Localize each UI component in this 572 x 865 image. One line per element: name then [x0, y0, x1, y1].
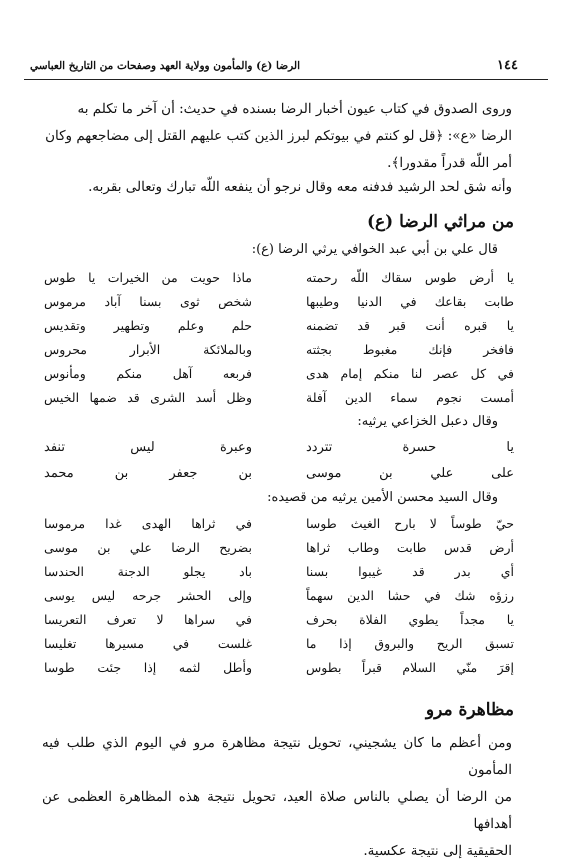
second-hemistich: وظل أسد الشرى قد ضمها الخيس: [44, 390, 252, 405]
verse: [44, 584, 514, 608]
second-hemistich: وبالملائكة الأبرار محروس: [44, 342, 252, 357]
first-hemistich: فافخر فإنك مغبوط بجثته: [306, 342, 514, 357]
verse: [44, 536, 514, 560]
first-hemistich: حيّ طوساً لا بارح الغيث طوسا: [306, 516, 514, 531]
first-hemistich: يا قبره أنت قبر قد تضمنه: [306, 318, 514, 333]
merv-line: الحقيقية إلى نتيجة عكسية.: [363, 843, 512, 859]
first-hemistich: أرض قدس طابت وطاب ثراها: [306, 540, 514, 555]
merv-line: ومن أعظم ما كان يشجيني، تحويل نتيجة مظاهرة مرو في اليوم الذي طلب فيه المأمون: [42, 735, 512, 778]
intro-line: الرضا «ع»: ﴿قل لو كنتم في بيوتكم لبرز الذين كتب عليهم القتل إلى مضاجعهم وكان: [45, 128, 512, 144]
verse: [44, 656, 514, 680]
intro-paragraph: [42, 96, 512, 177]
verse: [44, 608, 514, 632]
second-hemistich: غلست في مسيرها تغليسا: [44, 636, 252, 651]
page-header: [24, 58, 548, 80]
first-hemistich: على علي بن موسى: [306, 466, 514, 481]
second-hemistich: حلم وعلم وتطهير وتقديس: [44, 318, 252, 333]
merv-line: من الرضا أن يصلي بالناس صلاة العيد، تحويل نتيجة هذه المظاهرة العظمى عن أهدافها: [42, 789, 512, 832]
second-hemistich: فربعه آهل منكم ومأنوس: [44, 366, 252, 381]
verse: [44, 462, 514, 488]
verse: [44, 338, 514, 362]
verse: [44, 290, 514, 314]
verse: [44, 266, 514, 290]
verse: [44, 560, 514, 584]
poem-1: [44, 266, 514, 410]
first-hemistich: تسبق الريح والبروق إذا ما: [306, 636, 514, 651]
first-hemistich: أي بدر قد غيبوا بسنا: [306, 564, 514, 579]
section-heading-elegies: من مراثي الرضا (ع): [366, 212, 514, 232]
poem1-intro: قال علي بن أبي عبد الخوافي يرثي الرضا (ع):: [251, 242, 498, 257]
verse: [44, 314, 514, 338]
poem2-intro: وقال دعبل الخزاعي يرثيه:: [357, 414, 498, 429]
running-title: الرضا (ع) والمأمون وولاية العهد وصفحات من التاريخ العباسي: [30, 60, 301, 72]
closing-paragraph: وأنه شق لحد الرشيد فدفنه معه وقال نرجو أن ينفعه اللّه تبارك وتعالى بقربه.: [88, 179, 512, 195]
intro-line: وروى الصدوق في كتاب عيون أخبار الرضا بسنده في حديث: أن آخر ما تكلم به: [77, 101, 512, 117]
poem3-intro: وقال السيد محسن الأمين يرثيه من قصيده:: [267, 490, 498, 505]
first-hemistich: يا حسرة تتردد: [306, 440, 514, 455]
first-hemistich: إقرَ منّي السلام قبراً بطوس: [306, 660, 514, 675]
poem-3: [44, 512, 514, 680]
verse: [44, 632, 514, 656]
first-hemistich: في كل عصر لنا منكم إمام هدى: [306, 366, 514, 381]
merv-paragraph: [42, 730, 512, 865]
page-number: ١٤٤: [497, 58, 518, 73]
first-hemistich: طابت بقاعك في الدنيا وطيبها: [306, 294, 514, 309]
first-hemistich: يا مجداً يطوي الفلاة بحرف: [306, 612, 514, 627]
first-hemistich: رزؤه شك في حشا الدين سهماً: [306, 588, 514, 603]
first-hemistich: يا أرض طوس سقاك اللّه رحمته: [306, 270, 514, 285]
verse: [44, 436, 514, 462]
verse: [44, 386, 514, 410]
poem-2: [44, 436, 514, 488]
second-hemistich: في ثراها الهدى غدا مرموسا: [44, 516, 252, 531]
second-hemistich: وإلى الحشر جرحه ليس يوسى: [44, 588, 252, 603]
header-rule: [24, 79, 548, 80]
verse: [44, 362, 514, 386]
first-hemistich: أمست نجوم سماء الدين آفلة: [306, 390, 514, 405]
second-hemistich: شخص ثوى بسنا آباد مرموس: [44, 294, 252, 309]
second-hemistich: بن جعفر بن محمد: [44, 466, 252, 481]
second-hemistich: ماذا حويت من الخيرات يا طوس: [44, 270, 252, 285]
intro-line: أمر اللّه قدراً مقدورا﴾.: [387, 155, 512, 171]
second-hemistich: وعبرة ليس تنفد: [44, 440, 252, 455]
section-heading-merv: مظاهرة مرو: [425, 700, 514, 720]
second-hemistich: في سراها لا تعرف التعريسا: [44, 612, 252, 627]
second-hemistich: وأطل لثمه إذا جئت طوسا: [44, 660, 252, 675]
second-hemistich: بضريح الرضا علي بن موسى: [44, 540, 252, 555]
verse: [44, 512, 514, 536]
second-hemistich: باد يجلو الدجنة الحندسا: [44, 564, 252, 579]
